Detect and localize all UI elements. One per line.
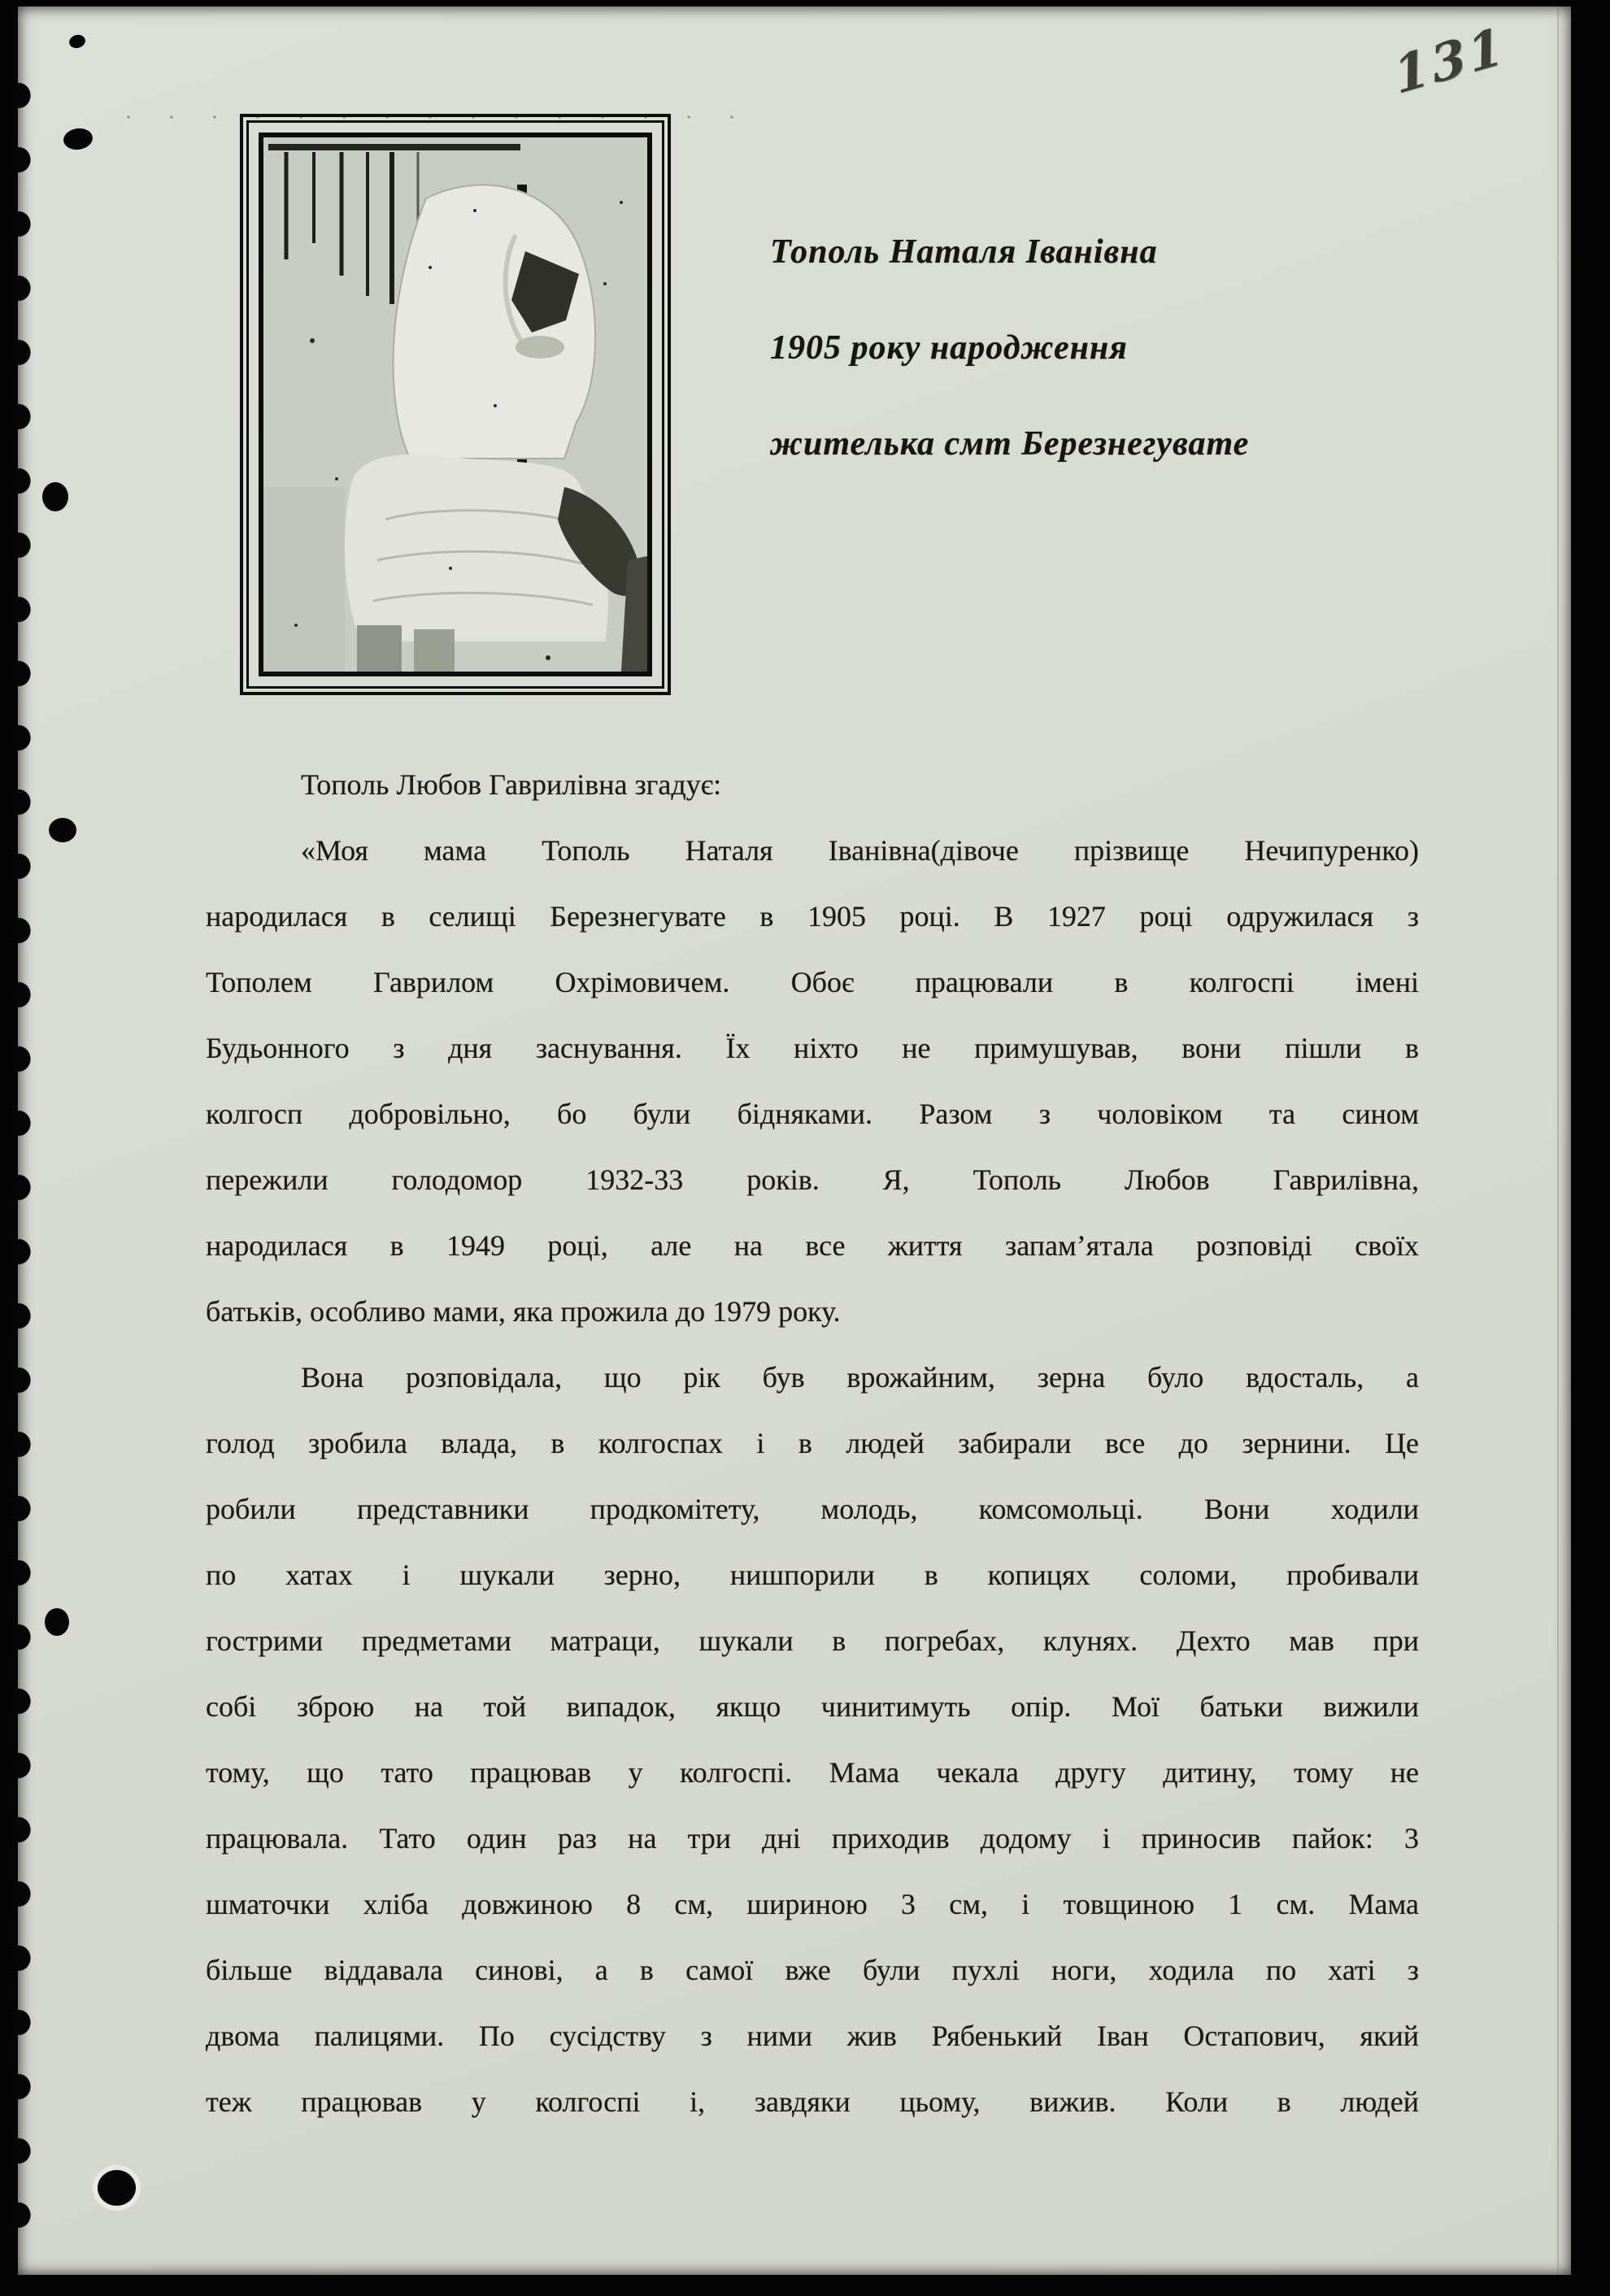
- punch-hole: [45, 1608, 69, 1636]
- caption-name: Тополь Наталя Іванівна: [770, 233, 1158, 271]
- text-line: «Моя мама Тополь Наталя Іванівна(дівоче прізвище Нечипуренко): [301, 834, 1419, 867]
- text-line: робили представники продкомітету, молодь, комсомольці. Вони ходили: [206, 1493, 1419, 1525]
- punch-hole: [62, 127, 94, 152]
- punch-hole: [49, 818, 76, 842]
- photo-caption: [770, 233, 1404, 520]
- photo-frame: [240, 114, 671, 695]
- text-line: Вона розповідала, що рік був врожайним, зерна було вдосталь, а: [301, 1361, 1419, 1394]
- text-line: шматочки хліба довжиною 8 см, шириною 3 см, і товщиною 1 см. Мама: [206, 1888, 1419, 1920]
- text-line: собі зброю на той випадок, якщо чинитимуть опір. Мої батьки вижили: [206, 1690, 1419, 1723]
- text-line: народилася в селищі Березнегувате в 1905 році. В 1927 році одружилася з: [206, 900, 1419, 933]
- caption-residence: жителька смт Березнегувате: [770, 425, 1250, 463]
- text-line: Будьонного з дня заснування. Їх ніхто не примушував, вони пішли в: [206, 1032, 1419, 1064]
- text-line: Тополь Любов Гаврилівна згадує:: [301, 768, 722, 801]
- text-line: теж працював у колгоспі і, завдяки цьому, вижив. Коли в людей: [206, 2085, 1419, 2118]
- punch-hole: [67, 33, 86, 50]
- text-line: голод зробила влада, в колгоспах і в людей забирали все до зернини. Це: [206, 1427, 1419, 1459]
- caption-birth-year: 1905 року народження: [770, 329, 1128, 367]
- white-headscarf: [394, 185, 596, 459]
- portrait-photo: [263, 137, 647, 672]
- text-line: народилася в 1949 році, але на все життя запам’ятала розповіді своїх: [206, 1229, 1419, 1262]
- text-line: тому, що тато працював у колгоспі. Мама чекала другу дитину, тому не: [206, 1756, 1419, 1789]
- paper-crease: [1557, 7, 1559, 2275]
- binding-perforations: [18, 63, 46, 2263]
- punch-hole: [42, 482, 68, 511]
- text-line: колгосп добровільно, бо були бідняками. Разом з чоловіком та сином: [206, 1098, 1419, 1130]
- text-line: гострими предметами матраци, шукали в погребах, клунях. Дехто мав при: [206, 1624, 1419, 1657]
- text-line: двома палицями. По сусідству з ними жив Рябенький Іван Остапович, який: [206, 2020, 1419, 2052]
- punch-hole: [93, 2165, 141, 2211]
- white-dress: [345, 454, 608, 641]
- handwritten-page-number: 131: [1389, 15, 1511, 107]
- text-line: працювала. Тато один раз на три дні приходив додому і приносив пайок: 3: [206, 1822, 1419, 1855]
- text-line: пережили голодомор 1932-33 років. Я, Тополь Любов Гаврилівна,: [206, 1163, 1419, 1196]
- testimony-text: [206, 768, 1419, 2150]
- text-line: по хатах і шукали зерно, нишпорили в копицях соломи, пробивали: [206, 1559, 1419, 1591]
- text-line: більше віддавала синові, а в самої вже були пухлі ноги, ходила по хаті з: [206, 1954, 1419, 1986]
- text-line: Тополем Гаврилом Охрімовичем. Обоє працювали в колгоспі імені: [206, 966, 1419, 998]
- paper-sheet: [18, 7, 1571, 2275]
- text-line: батьків, особливо мами, яка прожила до 1979 року.: [206, 1295, 841, 1328]
